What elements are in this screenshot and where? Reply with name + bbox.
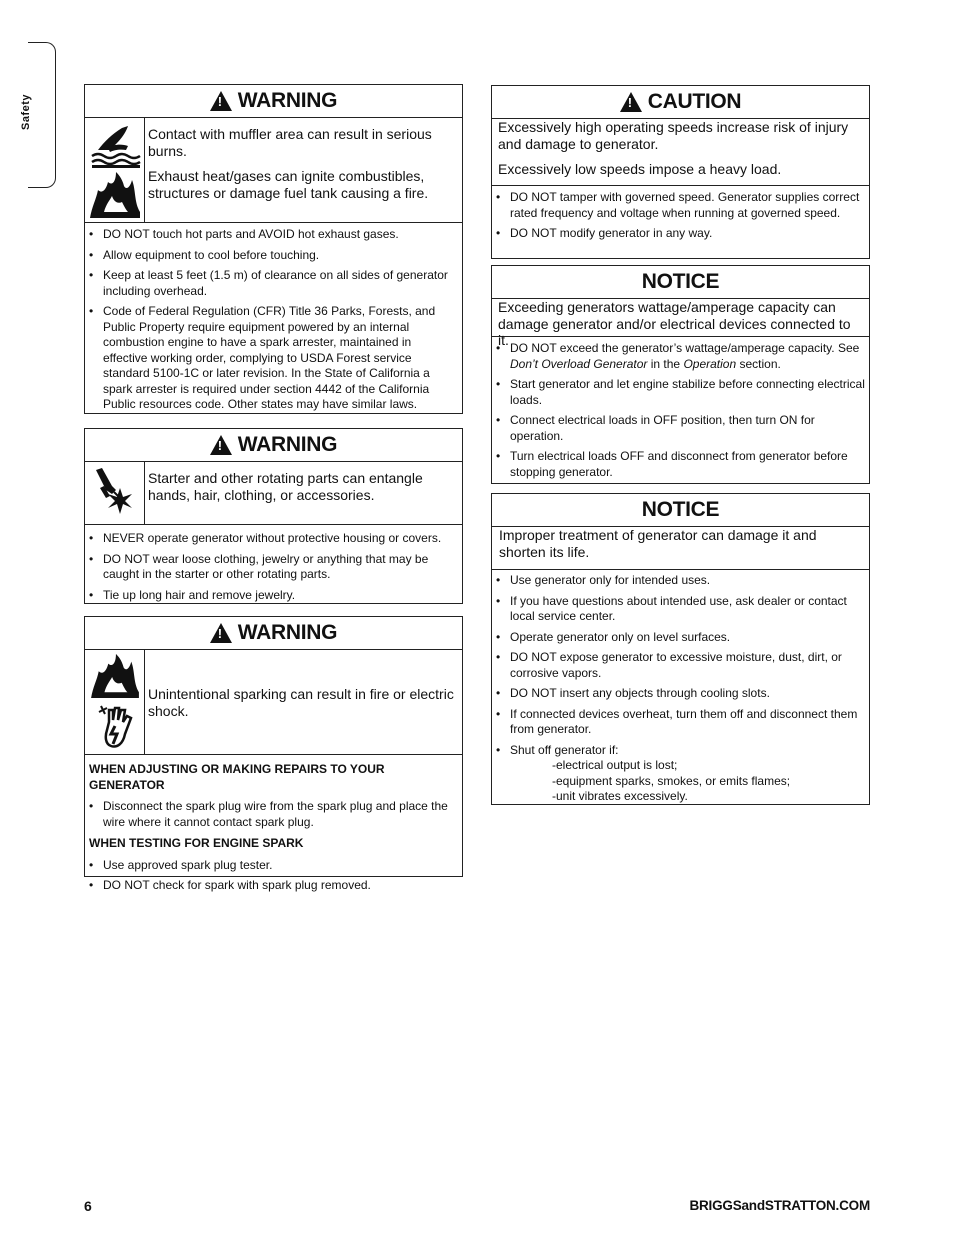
notice-header: [492, 266, 869, 299]
warning-hot-surface-box: [84, 84, 463, 414]
bullet-text: Shut off generator if:: [510, 742, 619, 757]
hazard-panel: [85, 462, 462, 525]
notice-intro: [492, 527, 869, 570]
list-item: • If connected devices overheat, turn them off and disconnect them from generator.: [496, 707, 865, 738]
sub-item: -equipment sparks, smokes, or emits flames;: [552, 773, 791, 788]
section-tab-label: Safety: [20, 93, 32, 130]
list-item: • If you have questions about intended use, ask dealer or contact local service center.: [496, 594, 865, 625]
list-item: [496, 341, 865, 372]
reference-link: Don’t Overload Generator: [510, 356, 648, 371]
list-item: [496, 743, 865, 805]
hazard-text-sparking: Unintentional sparking can result in fire or electric shock.: [148, 686, 454, 719]
warning-body: [85, 525, 462, 607]
subheading-spark-test: WHEN TESTING FOR ENGINE SPARK: [89, 836, 304, 850]
warning-sparking-box: [84, 616, 463, 892]
hazard-icons: [85, 118, 145, 222]
caution-intro: [492, 119, 869, 186]
caution-body: [492, 186, 869, 246]
hazard-panel: [85, 118, 462, 223]
bullet-text: section.: [739, 356, 781, 371]
alert-triangle-icon: [210, 435, 232, 455]
warning-title: WARNING: [237, 621, 338, 644]
hot-surface-icon: [88, 122, 142, 168]
notice-title: NOTICE: [641, 270, 720, 293]
intro-text: Exceeding generators wattage/amperage capacity can damage generator and/or electrical devices connected to it.: [498, 299, 851, 348]
hazard-text-burns: Contact with muffler area can result in serious burns.: [148, 126, 432, 159]
list-item: • Connect electrical loads in OFF position, then turn ON for operation.: [496, 413, 865, 444]
hazard-icons: [85, 462, 145, 524]
list-item: • Keep at least 5 feet (1.5 m) of clearance on all sides of generator including overhead.: [89, 268, 458, 299]
caution-bullet-list: [496, 190, 865, 242]
intro-text: Improper treatment of generator can damage it and shorten its life.: [499, 527, 817, 560]
list-item: • DO NOT insert any objects through cooling slots.: [496, 686, 865, 702]
intro-text: Excessively low speeds impose a heavy load.: [498, 161, 782, 177]
list-item: • Use generator only for intended uses.: [496, 573, 865, 589]
notice-body: [492, 337, 869, 484]
list-item: • DO NOT expose generator to excessive moisture, dust, dirt, or corrosive vapors.: [496, 650, 865, 681]
alert-triangle-icon: [210, 623, 232, 643]
fire-icon: [88, 654, 142, 698]
warning-bullet-list: [89, 227, 458, 413]
electric-shock-icon: [95, 702, 135, 750]
fire-icon: [88, 172, 142, 218]
alert-triangle-icon: [210, 91, 232, 111]
section-tab: [28, 42, 56, 188]
warning-header: [85, 617, 462, 650]
website-url: BRIGGSandSTRATTON.COM: [689, 1198, 870, 1213]
list-item: • DO NOT modify generator in any way.: [496, 226, 865, 242]
hazard-description: [145, 462, 462, 524]
notice-bullet-list: [496, 341, 865, 480]
intro-text: Excessively high operating speeds increase risk of injury and damage to generator.: [498, 119, 849, 152]
notice-capacity-box: [491, 265, 870, 484]
warning-header: [85, 429, 462, 462]
entanglement-icon: [90, 466, 140, 520]
warning-title: WARNING: [237, 89, 338, 112]
warning-rotating-parts-box: [84, 428, 463, 604]
notice-title: NOTICE: [641, 498, 720, 521]
sub-item: -electrical output is lost;: [552, 758, 678, 772]
list-item: • Use approved spark plug tester.: [89, 858, 458, 874]
hazard-text-entangle: Starter and other rotating parts can entangle hands, hair, clothing, or accessories.: [148, 470, 423, 503]
list-item: • Operate generator only on level surfaces.: [496, 630, 865, 646]
list-item: • DO NOT tamper with governed speed. Generator supplies correct rated frequency and voltage when running at governed speed.: [496, 190, 865, 221]
warning-body: [85, 755, 462, 898]
warning-header: [85, 85, 462, 118]
notice-treatment-box: [491, 493, 870, 805]
bullet-text: in the: [650, 356, 681, 371]
sub-item: -unit vibrates excessively.: [552, 789, 688, 803]
page-number: 6: [84, 1198, 92, 1214]
list-item: • DO NOT check for spark with spark plug removed.: [89, 878, 458, 894]
warning-bullet-list: [89, 799, 458, 830]
hazard-description: [145, 650, 462, 754]
hazard-text-fire: Exhaust heat/gases can ignite combustibles, structures or damage fuel tank causing a fire.: [148, 168, 429, 201]
alert-triangle-icon: [620, 92, 642, 112]
list-item: • Start generator and let engine stabilize before connecting electrical loads.: [496, 377, 865, 408]
list-item: • Tie up long hair and remove jewelry.: [89, 588, 458, 604]
list-item: • DO NOT touch hot parts and AVOID hot exhaust gases.: [89, 227, 458, 243]
warning-bullet-list: [89, 858, 458, 894]
list-item: • DO NOT wear loose clothing, jewelry or anything that may be caught in the starter or other rotating parts.: [89, 552, 458, 583]
caution-speed-box: [491, 85, 870, 259]
notice-bullet-list: [496, 573, 865, 805]
caution-header: [492, 86, 869, 119]
list-item: • NEVER operate generator without protective housing or covers.: [89, 531, 458, 547]
list-item: • Disconnect the spark plug wire from the spark plug and place the wire where it cannot contact spark plug.: [89, 799, 458, 830]
list-item: • Code of Federal Regulation (CFR) Title 36 Parks, Forests, and Public Property require equipment powered by an internal combustion engine to have a spark arrester, maintained in effective working order, complying to USDA Forest service standard 5100-1C or later revision. In the State of California a spark arrester is required under section 4442 of the California Public resources code. Other states may have similar laws.: [89, 304, 458, 413]
warning-title: WARNING: [237, 433, 338, 456]
hazard-icons: [85, 650, 145, 754]
bullet-text: DO NOT exceed the generator’s wattage/amperage capacity. See: [510, 341, 860, 355]
warning-body: [85, 223, 462, 417]
hazard-description: [145, 118, 462, 222]
notice-body: [492, 570, 869, 809]
list-item: • Allow equipment to cool before touching.: [89, 248, 458, 264]
hazard-panel: [85, 650, 462, 755]
subheading-repairs: WHEN ADJUSTING OR MAKING REPAIRS TO YOUR GENERATOR: [89, 762, 385, 792]
notice-header: [492, 494, 869, 527]
warning-bullet-list: [89, 531, 458, 603]
caution-title: CAUTION: [647, 90, 742, 113]
reference-link: Operation: [683, 356, 737, 371]
list-item: • Turn electrical loads OFF and disconnect from generator before stopping generator.: [496, 449, 865, 480]
